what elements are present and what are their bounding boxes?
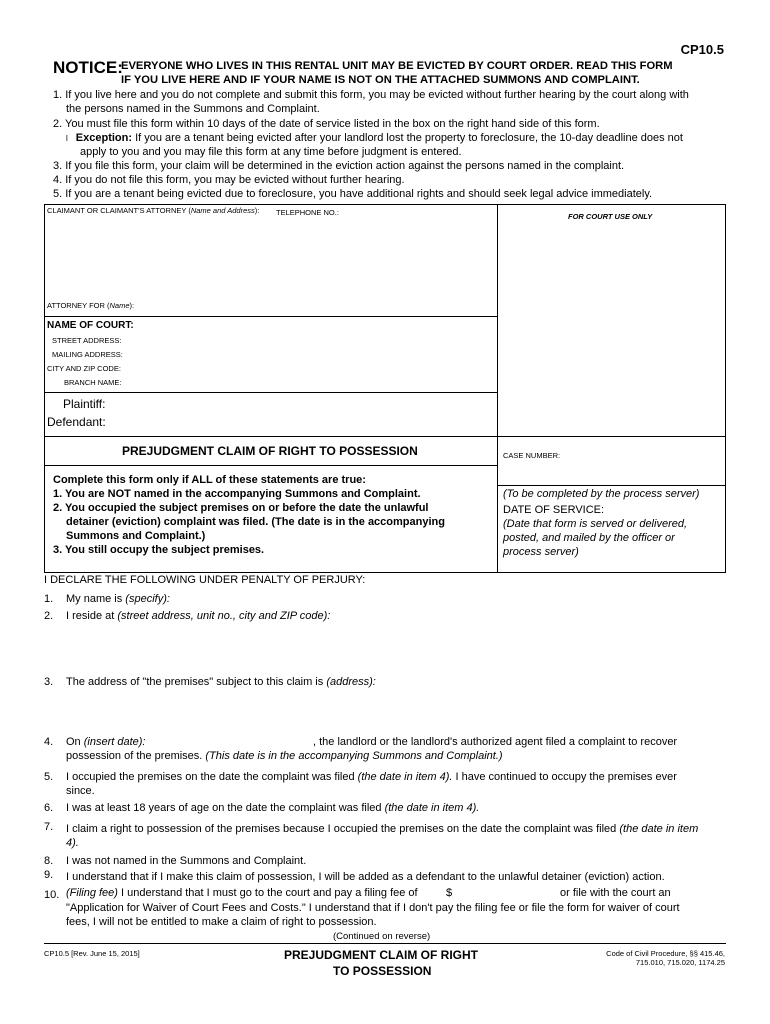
code-citation-2: 715.010, 715.020, 1174.25 <box>635 958 725 967</box>
item-10-text-cont: or file with the court an <box>560 887 671 899</box>
declaration-heading: I DECLARE THE FOLLOWING UNDER PENALTY OF PERJURY: <box>44 574 366 586</box>
service-desc-3: process server) <box>503 546 579 558</box>
continued-note: (Continued on reverse) <box>333 931 431 942</box>
claimant-label: CLAIMANT OR CLAIMANT'S ATTORNEY (Name and Address): <box>47 206 260 215</box>
item-6-number: 6. <box>44 802 54 814</box>
item-4-text-cont: , the landlord or the landlord's authorized agent filed a complaint to recover <box>313 736 678 748</box>
conditions-intro: Complete this form only if ALL of these statements are true: <box>53 474 366 486</box>
item-10-number: 10. <box>44 889 60 901</box>
court-use-label: FOR COURT USE ONLY <box>568 212 653 221</box>
item-5-number: 5. <box>44 771 54 783</box>
exception-label: Exception: <box>75 132 133 144</box>
item-5-text-end: since. <box>66 785 95 797</box>
filing-fee-field[interactable] <box>456 885 554 899</box>
item-4-text: On (insert date): <box>66 736 146 748</box>
claimant-field[interactable] <box>46 217 494 299</box>
condition-2-cont: detainer (eviction) complaint was filed. (The date is in the accompanying <box>66 516 445 528</box>
case-number-label: CASE NUMBER: <box>503 451 561 460</box>
bullet-icon: l <box>66 134 68 143</box>
condition-3: 3. You still occupy the subject premises. <box>53 544 265 556</box>
branch-name-label: BRANCH NAME: <box>64 378 122 387</box>
item-3-text: The address of "the premises" subject to this claim is (address): <box>66 676 376 688</box>
form-id: CP10.5 <box>680 42 724 57</box>
condition-2-end: Summons and Complaint.) <box>66 530 206 542</box>
item-7-text: I claim a right to possession of the premises because I occupied the premises on the date the complaint was filed (the date in item <box>66 823 699 835</box>
exception-cont: apply to you and you may file this form at any time before judgment is entered. <box>80 146 462 158</box>
item-4-text-end: possession of the premises. (This date is in the accompanying Summons and Complaint.) <box>66 750 503 762</box>
form-title: PREJUDGMENT CLAIM OF RIGHT TO POSSESSION <box>122 444 418 458</box>
item-1-text: My name is (specify): <box>66 593 170 605</box>
city-zip-label: CITY AND ZIP CODE: <box>47 364 121 373</box>
service-note: (To be completed by the process server) <box>503 488 700 500</box>
name-of-court-label: NAME OF COURT: <box>47 320 134 331</box>
code-citation-1: Code of Civil Procedure, §§ 415.46, <box>606 949 725 958</box>
item-7-number: 7. <box>44 821 54 833</box>
footer-title-2: TO POSSESSION <box>333 964 432 978</box>
item-8-number: 8. <box>44 855 54 867</box>
instruction-1-cont: the persons named in the Summons and Complaint. <box>66 103 320 115</box>
exception-line: l Exception: If you are a tenant being evicted after your landlord lost the property to foreclosure, the 10-day deadline does not <box>66 132 683 144</box>
service-desc-1: (Date that form is served or delivered, <box>503 518 688 530</box>
mailing-address-label: MAILING ADDRESS: <box>52 350 123 359</box>
condition-2: 2. You occupied the subject premises on or before the date the unlawful <box>53 502 429 514</box>
service-desc-2: posted, and mailed by the officer or <box>503 532 675 544</box>
instruction-2: 2. You must file this form within 10 days of the date of service listed in the box on the right hand side of this form. <box>53 118 600 130</box>
notice-label: NOTICE: <box>53 58 123 77</box>
notice-line2: IF YOU LIVE HERE AND IF YOUR NAME IS NOT ON THE ATTACHED SUMMONS AND COMPLAINT. <box>121 74 640 86</box>
item-2-number: 2. <box>44 610 54 622</box>
item-9-text: I understand that if I make this claim of possession, I will be added as a defendant to the unlawful detainer (eviction) action. <box>66 871 665 883</box>
date-of-service-label: DATE OF SERVICE: <box>503 504 605 516</box>
revision-label: CP10.5 [Rev. June 15, 2015] <box>44 949 140 958</box>
item-10-text: (Filing fee) I understand that I must go to the court and pay a filing fee of <box>66 887 418 899</box>
instruction-4: 4. If you do not file this form, you may be evicted without further hearing. <box>53 174 405 186</box>
street-address-label: STREET ADDRESS: <box>52 336 122 345</box>
premises-address-field[interactable] <box>66 692 723 732</box>
residence-field[interactable] <box>66 626 723 670</box>
item-5-text: I occupied the premises on the date the complaint was filed (the date in item 4). I have continued to occupy the premises ever <box>66 771 677 783</box>
name-field[interactable] <box>175 591 723 605</box>
telephone-label: TELEPHONE NO.: <box>276 208 339 217</box>
item-2-text: I reside at (street address, unit no., city and ZIP code): <box>66 610 331 622</box>
instruction-3: 3. If you file this form, your claim will be determined in the eviction action against the persons named in the complaint. <box>53 160 625 172</box>
item-6-text: I was at least 18 years of age on the date the complaint was filed (the date in item 4). <box>66 802 480 814</box>
item-4-number: 4. <box>44 736 54 748</box>
case-number-field[interactable] <box>500 460 722 482</box>
item-7-text-end: 4). <box>66 837 79 849</box>
dollar-sign: $ <box>446 887 453 899</box>
defendant-label: Defendant: <box>47 415 106 429</box>
plaintiff-label: Plaintiff: <box>63 397 106 411</box>
condition-1: 1. You are NOT named in the accompanying Summons and Complaint. <box>53 488 421 500</box>
footer-title-1: PREJUDGMENT CLAIM OF RIGHT <box>284 948 478 962</box>
item-9-number: 9. <box>44 869 54 881</box>
item-1-number: 1. <box>44 593 54 605</box>
attorney-for-label: ATTORNEY FOR (Name): <box>47 301 135 310</box>
item-10-text-2: "Application for Waiver of Court Fees and Costs." I understand that if I don't pay the filing fee or file the form for waiver of court <box>66 902 680 914</box>
complaint-date-field[interactable] <box>150 734 310 748</box>
item-10-text-3: fees, I will not be entitled to make a claim of right to possession. <box>66 916 377 928</box>
instruction-1: 1. If you live here and you do not complete and submit this form, you may be evicted without further hearing by the court along with <box>53 89 689 101</box>
instruction-5: 5. If you are a tenant being evicted due to foreclosure, you have additional rights and should seek legal advice immediately. <box>53 188 653 200</box>
item-8-text: I was not named in the Summons and Complaint. <box>66 855 307 867</box>
item-3-number: 3. <box>44 676 54 688</box>
notice-line1: EVERYONE WHO LIVES IN THIS RENTAL UNIT MAY BE EVICTED BY COURT ORDER. READ THIS FORM <box>121 60 673 72</box>
